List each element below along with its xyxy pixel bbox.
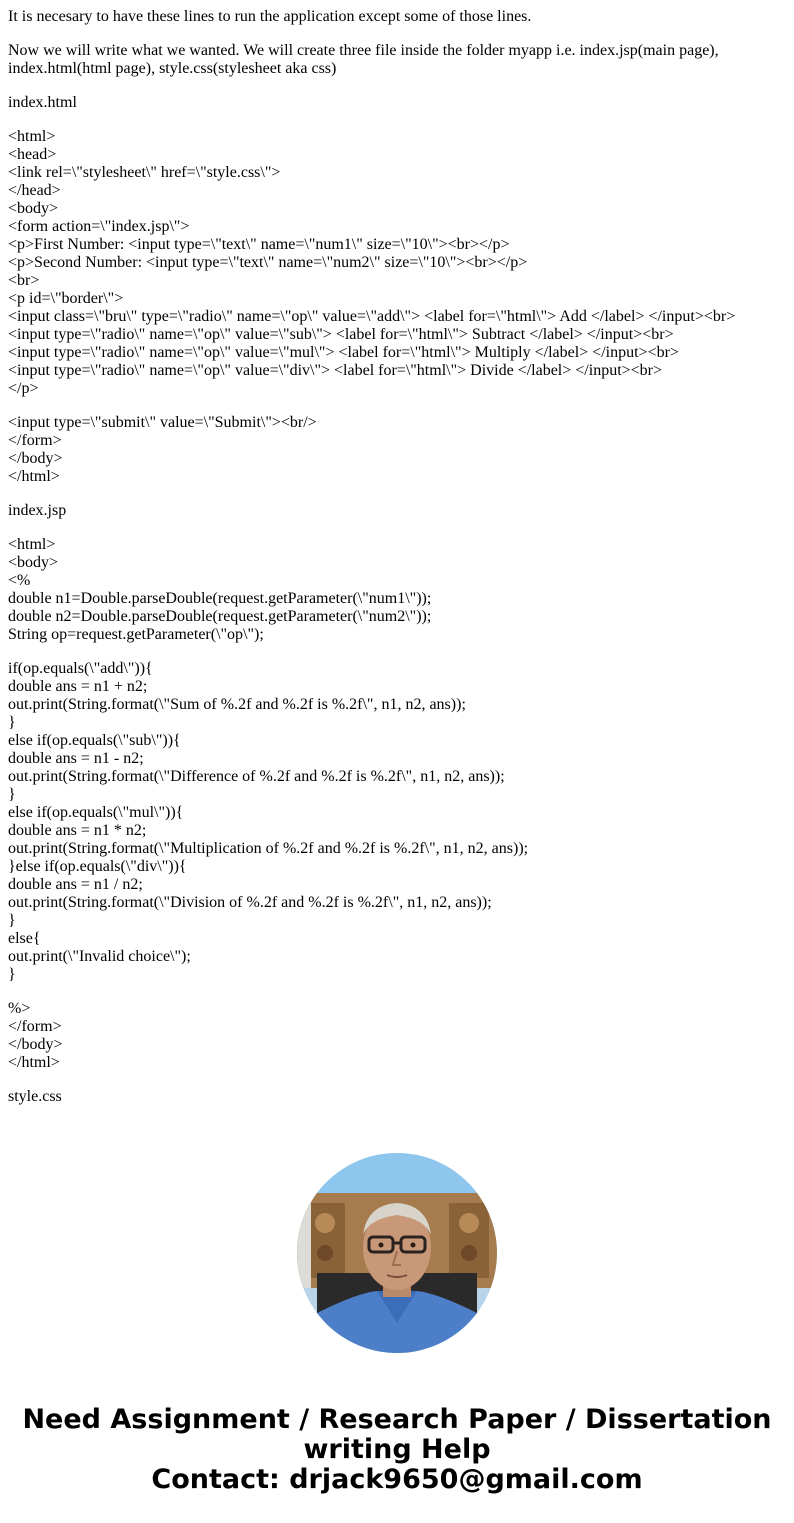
css-file-heading: style.css <box>8 1088 62 1105</box>
code-line: if(op.equals(\"add\")){ <box>8 660 153 677</box>
code-line: <input type=\"radio\" name=\"op\" value=\"div\"> <label for=\"html\"> Divide </label> </input><br> <box>8 362 663 379</box>
jsp-code-block-1 <box>8 536 788 644</box>
code-line: <input type=\"submit\" value=\"Submit\"><br/> <box>8 414 317 431</box>
code-line: </form> <box>8 432 62 449</box>
code-line: </p> <box>8 380 39 397</box>
code-line: <input type=\"radio\" name=\"op\" value=\"sub\"> <label for=\"html\"> Subtract </label> </input><br> <box>8 326 674 343</box>
code-line: <html> <box>8 536 56 553</box>
code-line: out.print(String.format(\"Difference of %.2f and %.2f is %.2f\", n1, n2, ans)); <box>8 768 505 785</box>
article-body <box>8 8 788 1122</box>
html-code-block-2 <box>8 414 788 486</box>
footer-line-2: writing Help <box>303 1434 491 1465</box>
code-line: <head> <box>8 146 57 163</box>
code-line: double n2=Double.parseDouble(request.getParameter(\"num2\")); <box>8 608 432 625</box>
code-line: <% <box>8 572 31 589</box>
code-line: </body> <box>8 1036 63 1053</box>
html-file-heading: index.html <box>8 94 77 111</box>
code-line: }else if(op.equals(\"div\")){ <box>8 858 187 875</box>
code-line: double ans = n1 * n2; <box>8 822 147 839</box>
footer-line-1: Need Assignment / Research Paper / Dissertation <box>22 1404 772 1435</box>
code-line: out.print(String.format(\"Sum of %.2f and %.2f is %.2f\", n1, n2, ans)); <box>8 696 466 713</box>
code-line: out.print(\"Invalid choice\"); <box>8 948 191 965</box>
code-line: double ans = n1 - n2; <box>8 750 144 767</box>
code-line: <html> <box>8 128 56 145</box>
code-line: %> <box>8 1000 31 1017</box>
code-line: <form action=\"index.jsp\"> <box>8 218 190 235</box>
code-line: </body> <box>8 450 63 467</box>
html-code-block-1 <box>8 128 788 398</box>
code-line: else if(op.equals(\"mul\")){ <box>8 804 184 821</box>
intro-text-1: It is necesary to have these lines to run the application except some of those lines. <box>8 8 532 25</box>
code-line: <br> <box>8 272 40 289</box>
code-line: <body> <box>8 200 59 217</box>
jsp-code-block-3 <box>8 1000 788 1072</box>
code-line: <input class=\"bru\" type=\"radio\" name=\"op\" value=\"add\"> <label for=\"html\"> Add </label> </input><br> <box>8 308 736 325</box>
intro-text-2: Now we will write what we wanted. We will create three file inside the folder myapp i.e. index.jsp(main page), index.html(html page), style.css(stylesheet aka css) <box>8 42 723 77</box>
code-line: </head> <box>8 182 61 199</box>
code-line: out.print(String.format(\"Division of %.2f and %.2f is %.2f\", n1, n2, ans)); <box>8 894 492 911</box>
code-line: </form> <box>8 1018 62 1035</box>
code-line: <body> <box>8 554 59 571</box>
code-line: <p id=\"border\"> <box>8 290 124 307</box>
code-line: else if(op.equals(\"sub\")){ <box>8 732 181 749</box>
jsp-file-heading: index.jsp <box>8 502 67 519</box>
contact-banner <box>0 1405 794 1495</box>
code-line: </html> <box>8 468 60 485</box>
code-line: <link rel=\"stylesheet\" href=\"style.css\"> <box>8 164 281 181</box>
jsp-code-block-2 <box>8 660 788 984</box>
code-line: </html> <box>8 1054 60 1071</box>
code-line: double ans = n1 + n2; <box>8 678 148 695</box>
code-line: <input type=\"radio\" name=\"op\" value=\"mul\"> <label for=\"html\"> Multiply </label> </input><br> <box>8 344 679 361</box>
code-line: else{ <box>8 930 41 947</box>
footer-contact: Contact: drjack9650@gmail.com <box>151 1464 643 1495</box>
code-line: <p>Second Number: <input type=\"text\" name=\"num2\" size=\"10\"><br></p> <box>8 254 528 271</box>
code-line: } <box>8 786 16 803</box>
code-line: String op=request.getParameter(\"op\"); <box>8 626 264 643</box>
author-avatar <box>297 1153 497 1353</box>
code-line: <p>First Number: <input type=\"text\" name=\"num1\" size=\"10\"><br></p> <box>8 236 510 253</box>
code-line: } <box>8 912 16 929</box>
code-line: out.print(String.format(\"Multiplication of %.2f and %.2f is %.2f\", n1, n2, ans)); <box>8 840 529 857</box>
code-line: double ans = n1 / n2; <box>8 876 143 893</box>
code-line: double n1=Double.parseDouble(request.getParameter(\"num1\")); <box>8 590 432 607</box>
code-line: } <box>8 714 16 731</box>
code-line: } <box>8 966 16 983</box>
